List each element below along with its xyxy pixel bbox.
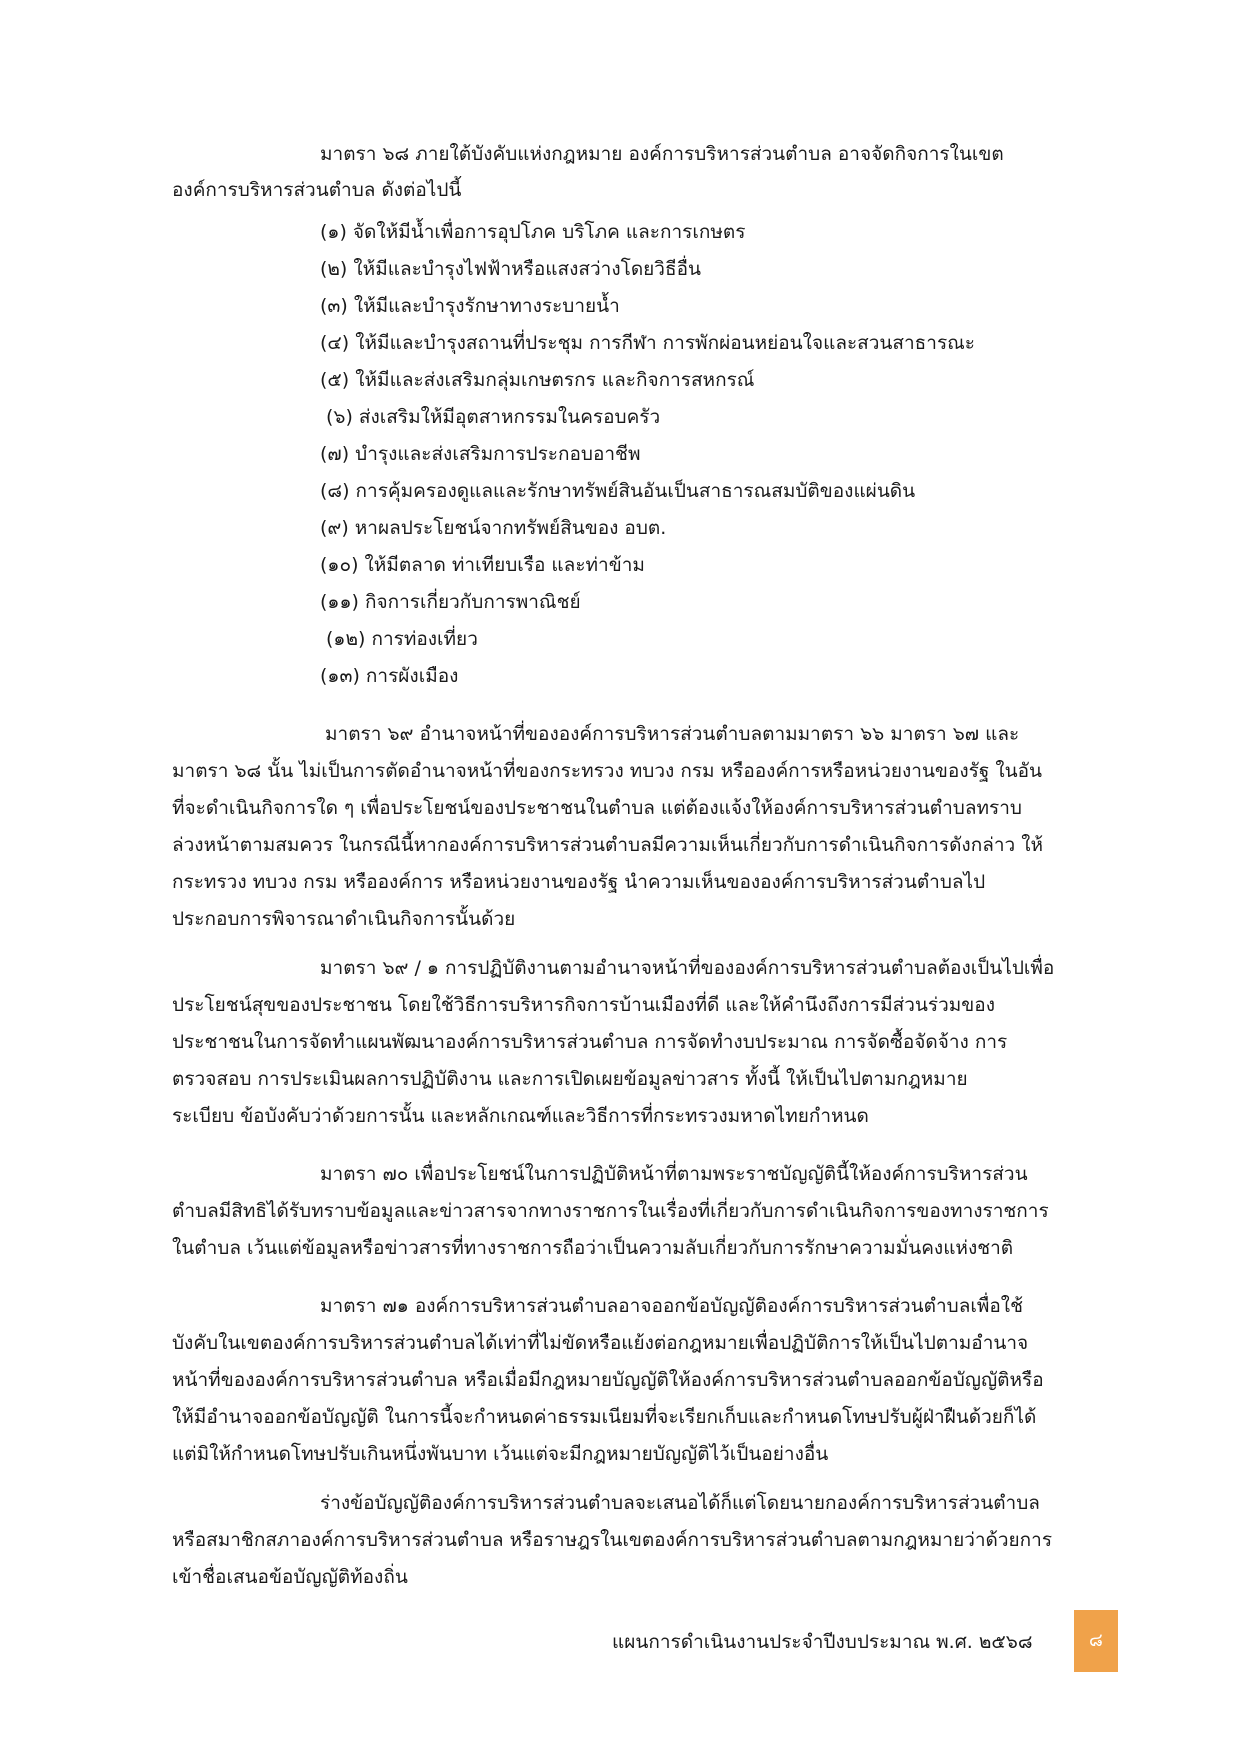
section-69-1-line: ระเบียบ ข้อบังคับว่าด้วยการนั้น และหลักเกณฑ์และวิธีการที่กระทรวงมหาดไทยกำหนด — [172, 1105, 869, 1127]
section-69-line: มาตรา ๖๘ นั้น ไม่เป็นการตัดอำนาจหน้าที่ของกระทรวง ทบวง กรม หรือองค์การหรือหน่วยงานของรัฐ ในอัน — [172, 760, 1043, 782]
section-69-1-line: ตรวจสอบ การประเมินผลการปฏิบัติงาน และการเปิดเผยข้อมูลข่าวสาร ทั้งนี้ ให้เป็นไปตามกฎหมาย — [172, 1068, 968, 1090]
section-68-item: (๘) การคุ้มครองดูแลและรักษาทรัพย์สินอันเป็นสาธารณสมบัติของแผ่นดิน — [320, 480, 916, 502]
draft-line: เข้าชื่อเสนอข้อบัญญัติท้องถิ่น — [172, 1566, 408, 1588]
section-69-1-line: ประโยชน์สุขของประชาชน โดยใช้วิธีการบริหารกิจการบ้านเมืองที่ดี และให้คำนึงถึงการมีส่วนร่วมของ — [172, 994, 995, 1016]
section-68-item: (๑๒) การท่องเที่ยว — [326, 628, 478, 650]
section-68-item: (๑๓) การผังเมือง — [320, 665, 459, 687]
section-68-item: (๗) บำรุงและส่งเสริมการประกอบอาชีพ — [320, 443, 641, 465]
section-71-line: ให้มีอำนาจออกข้อบัญญัติ ในการนี้จะกำหนดค่าธรรมเนียมที่จะเรียกเก็บและกำหนดโทษปรับผู้ฝ่าฝืนด้วยก็ได้ — [172, 1406, 1037, 1428]
section-70-line: ในตำบล เว้นแต่ข้อมูลหรือข่าวสารที่ทางราชการถือว่าเป็นความลับเกี่ยวกับการรักษาความมั่นคงแห่งชาติ — [172, 1237, 1014, 1259]
section-71-line: แต่มิให้กำหนดโทษปรับเกินหนึ่งพันบาท เว้นแต่จะมีกฎหมายบัญญัติไว้เป็นอย่างอื่น — [172, 1443, 829, 1465]
section-69-line: ที่จะดำเนินกิจการใด ๆ เพื่อประโยชน์ของประชาชนในตำบล แต่ต้องแจ้งให้องค์การบริหารส่วนตำบลทราบ — [172, 797, 1022, 819]
section-71-line: มาตรา ๗๑ องค์การบริหารส่วนตำบลอาจออกข้อบัญญัติองค์การบริหารส่วนตำบลเพื่อใช้ — [320, 1295, 1023, 1317]
draft-line: ร่างข้อบัญญัติองค์การบริหารส่วนตำบลจะเสนอได้ก็แต่โดยนายกองค์การบริหารส่วนตำบล — [320, 1492, 1040, 1514]
section-71-line: หน้าที่ขององค์การบริหารส่วนตำบล หรือเมื่อมีกฎหมายบัญญัติให้องค์การบริหารส่วนตำบลออกข้อบัญญัติหรือ — [172, 1369, 1044, 1391]
draft-line: หรือสมาชิกสภาองค์การบริหารส่วนตำบล หรือราษฎรในเขตองค์การบริหารส่วนตำบลตามกฎหมายว่าด้วยการ — [172, 1529, 1053, 1551]
section-68-item: (๑) จัดให้มีน้ำเพื่อการอุปโภค บริโภค และการเกษตร — [320, 221, 746, 243]
section-68-item: (๑๐) ให้มีตลาด ท่าเทียบเรือ และท่าข้าม — [320, 554, 645, 576]
section-68-item: (๓) ให้มีและบำรุงรักษาทางระบายน้ำ — [320, 295, 620, 317]
section-68-item: (๔) ให้มีและบำรุงสถานที่ประชุม การกีฬา การพักผ่อนหย่อนใจและสวนสาธารณะ — [320, 332, 975, 354]
footer-plan-title: แผนการดำเนินงานประจำปีงบประมาณ พ.ศ. ๒๕๖๘ — [612, 1631, 1033, 1653]
section-68-item: (๒) ให้มีและบำรุงไฟฟ้าหรือแสงสว่างโดยวิธีอื่น — [320, 258, 701, 280]
section-68-item: (๙) หาผลประโยชน์จากทรัพย์สินของ อบต. — [320, 517, 667, 539]
section-68-item: (๖) ส่งเสริมให้มีอุตสาหกรรมในครอบครัว — [326, 406, 661, 428]
section-70-line: ตำบลมีสิทธิได้รับทราบข้อมูลและข่าวสารจากทางราชการในเรื่องที่เกี่ยวกับการดำเนินกิจการของทางราชการ — [172, 1200, 1049, 1222]
section-69-1-line: ประชาชนในการจัดทำแผนพัฒนาองค์การบริหารส่วนตำบล การจัดทำงบประมาณ การจัดซื้อจัดจ้าง การ — [172, 1031, 1008, 1053]
section-68-item: (๑๑) กิจการเกี่ยวกับการพาณิชย์ — [320, 591, 581, 613]
section-69-1-line: มาตรา ๖๙ / ๑ การปฏิบัติงานตามอำนาจหน้าที่ขององค์การบริหารส่วนตำบลต้องเป็นไปเพื่อ — [320, 957, 1055, 979]
section-71-line: บังคับในเขตองค์การบริหารส่วนตำบลได้เท่าที่ไม่ขัดหรือแย้งต่อกฎหมายเพื่อปฏิบัติการให้เป็นไปตามอำนาจ — [172, 1332, 1029, 1354]
section-69-line: กระทรวง ทบวง กรม หรือองค์การ หรือหน่วยงานของรัฐ นำความเห็นขององค์การบริหารส่วนตำบลไป — [172, 871, 986, 893]
section-69-line: มาตรา ๖๙ อำนาจหน้าที่ขององค์การบริหารส่วนตำบลตามมาตรา ๖๖ มาตรา ๖๗ และ — [325, 723, 1020, 745]
section-69-line: ล่วงหน้าตามสมควร ในกรณีนี้หากองค์การบริหารส่วนตำบลมีความเห็นเกี่ยวกับการดำเนินกิจการดังกล่าว ให้ — [172, 834, 1044, 856]
section-69-line: ประกอบการพิจารณาดำเนินกิจการนั้นด้วย — [172, 908, 516, 930]
section-70-line: มาตรา ๗๐ เพื่อประโยชน์ในการปฏิบัติหน้าที่ตามพระราชบัญญัตินี้ให้องค์การบริหารส่วน — [320, 1163, 1028, 1185]
page-number-badge: ๘ — [1074, 1610, 1118, 1672]
section-68-line-2: องค์การบริหารส่วนตำบล ดังต่อไปนี้ — [172, 179, 462, 201]
section-68-line-1: มาตรา ๖๘ ภายใต้บังคับแห่งกฎหมาย องค์การบริหารส่วนตำบล อาจจัดกิจการในเขต — [320, 143, 1004, 165]
section-68-item: (๕) ให้มีและส่งเสริมกลุ่มเกษตรกร และกิจการสหกรณ์ — [320, 369, 755, 391]
